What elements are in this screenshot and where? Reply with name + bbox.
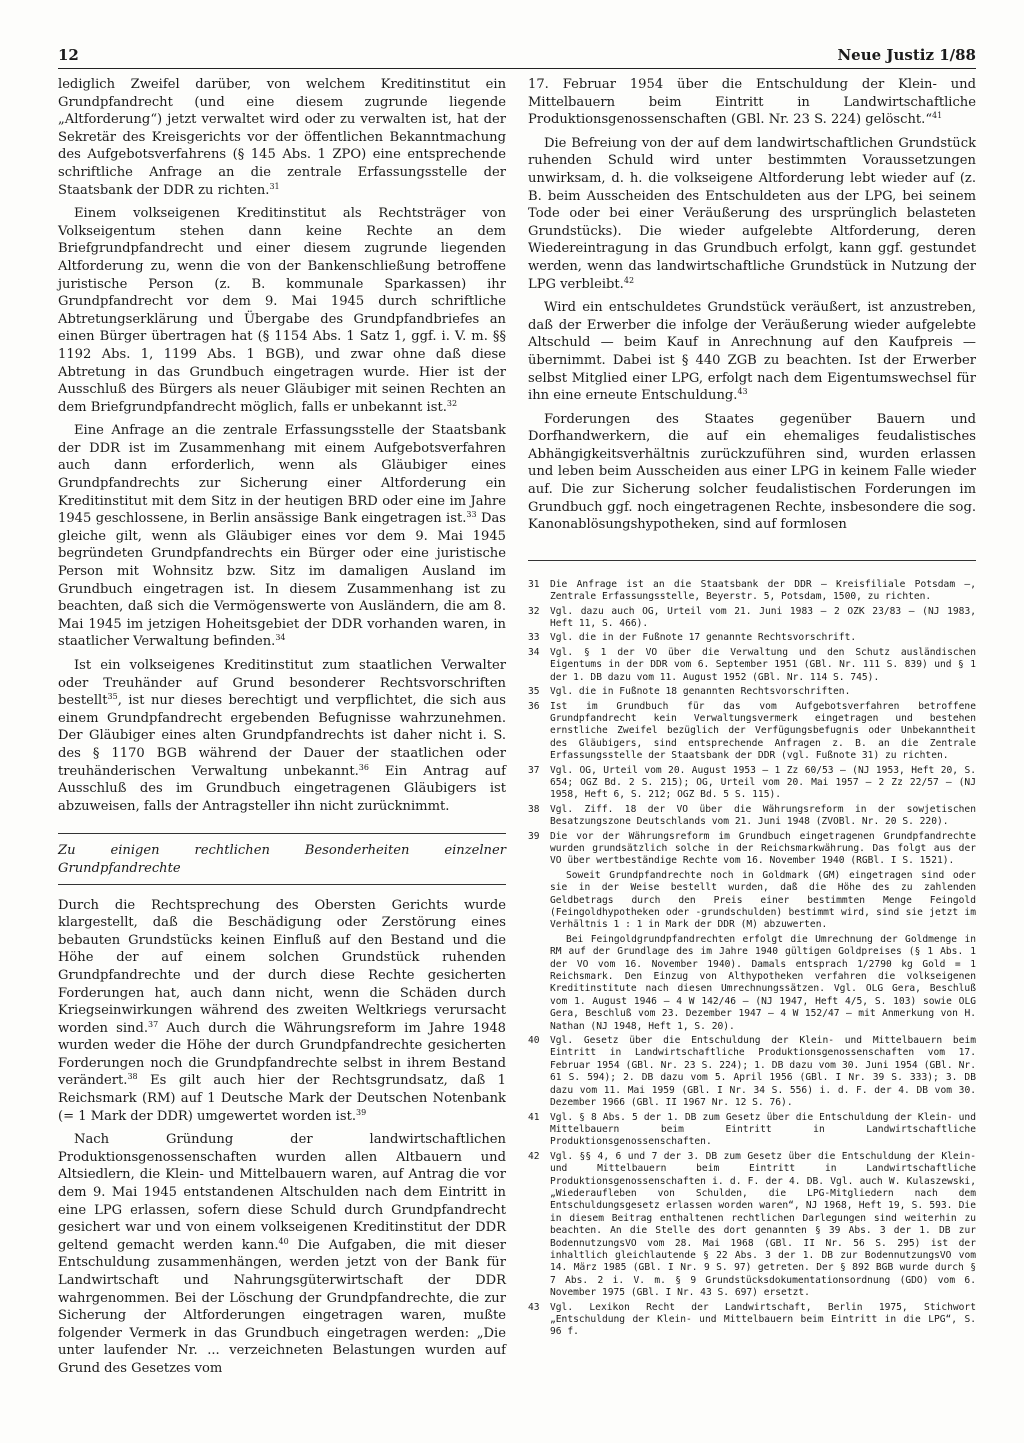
footnote-ref: 39 xyxy=(356,1107,367,1117)
footnotes xyxy=(528,579,976,1339)
heading-rule xyxy=(58,884,506,885)
footnote-ref: 32 xyxy=(446,398,458,408)
footnote: 36 Ist im Grundbuch für das vom Aufgebotsverfahren betroffene Grundpfandrecht kein Verwaltungsvermerk eingetragen und bestehen ernstliche Zweifel bezüglich der Verfügungsbefugnis oder Unbekanntheit des Gläubigers, sind entsprechende Anfragen z. B. an die Zentrale Erfassungsstelle der Staatsbank der DDR (vgl. Fußnote 31) zu richten. xyxy=(528,700,976,762)
footnote-rule xyxy=(528,560,976,561)
footnote-ref: 38 xyxy=(127,1072,138,1082)
footnote-ref: 41 xyxy=(932,111,943,121)
footnote-ref: 34 xyxy=(275,633,286,643)
footnote-ref: 36 xyxy=(358,762,369,772)
footnote: 42 Vgl. §§ 4, 6 und 7 der 3. DB zum Gesetz über die Entschuldung der Klein- und Mittelbauern beim Eintritt in Landwirtschaftliche Produktionsgenossenschaften i. d. F. der 4. DB. Vgl. auch W. Kulaszewski, „Wiederaufleben von Schulden, die LPG-Mitgliedern nach dem Entschuldungsgesetz erlassen worden waren“, NJ 1968, Heft 19, S. 593. Die in diesem Beitrag enthaltenen rechtlichen Darlegungen sind weiterhin zu beachten. An die Stelle des dort genannten § 39 Abs. 3 der 1. DB zur BodennutzungsVO vom 28. Mai 1968 (GBl. II Nr. 56 S. 295) ist der inhaltlich gleichlautende § 22 Abs. 3 der 1. DB zur BodennutzungsVO vom 14. März 1985 (GBl. I Nr. 9 S. 97) getreten. Der § 892 BGB wurde durch § 7 Abs. 2 i. V. m. § 9 Grundstücksdokumentationsordnung (GDO) vom 6. November 1975 (GBl. I Nr. 43 S. 697) ersetzt. xyxy=(528,1150,976,1299)
right-column xyxy=(528,76,976,1341)
paragraph: Ist ein volkseigenes Kreditinstitut zum staatlichen Verwalter oder Treuhänder auf Grund besonderer Rechtsvorschriften bestellt$^{35}$, ist nur dieses berechtigt und verpflichtet, die sich aus einem Grundpfandrecht ergebenden Befugnisse wahrzunehmen. Der Gläubiger eines alten Grundpfandrechts ist daher nicht i. S. des § 1170 BGB während der Dauer der staatlichen oder treuhänderischen Verwaltung unbekannt.$^{36}$ Ein Antrag auf Ausschluß des im Grundbuch eingetragenen Gläubigers ist abzuweisen, falls der Antragsteller ihn nicht zurücknimmt. xyxy=(58,658,506,814)
footnote-ref: 35 xyxy=(107,692,118,702)
footnote-continuation: Soweit Grundpfandrechte noch in Goldmark (GM) eingetragen sind oder sie in der Weise bestellt wurden, daß die Höhe des zu zahlenden Geldbetrags durch den Preis einer bestimmten Menge Feingold (Feingoldhypotheken oder -grundschulden) bestimmt wird, sind sie jetzt im Verhältnis 1 : 1 in Mark der DDR (M) abzuwerten. xyxy=(550,869,976,931)
left-column xyxy=(58,76,506,1384)
footnote: 35 Vgl. die in Fußnote 18 genannten Rechtsvorschriften. xyxy=(528,686,851,698)
footnote: 34 Vgl. § 1 der VO über die Verwaltung und den Schutz ausländischen Eigentums in der DDR vom 6. September 1951 (GBl. Nr. 111 S. 839) und § 1 der 1. DB dazu vom 11. August 1952 (GBl. Nr. 114 S. 745). xyxy=(528,646,976,683)
footnote: 43 Vgl. Lexikon Recht der Landwirtschaft, Berlin 1975, Stichwort „Entschuldung der Klein- und Mittelbauern beim Eintritt in die LPG“, S. 96 f. xyxy=(528,1301,976,1338)
footnote: 31 Die Anfrage ist an die Staatsbank der DDR – Kreisfiliale Potsdam –, Zentrale Erfassungsstelle, Beyerstr. 5, Potsdam, 1500, zu richten. xyxy=(528,578,976,603)
footnote-ref: 37 xyxy=(148,1019,159,1029)
paragraph: Forderungen des Staates gegenüber Bauern und Dorfhandwerkern, die auf ein ehemaliges feudalistisches Abhängigkeitsverhältnis zurückzuführen sind, wurden erlassen und leben beim Ausscheiden aus einer LPG in keinem Falle wieder auf. Die zur Sicherung solcher feudalistischen Forderungen im Grundbuch ggf. noch eingetragenen Rechte, insbesondere die sog. Kanonablösungshypotheken, sind auf formlosen xyxy=(528,411,976,533)
paragraph: Eine Anfrage an die zentrale Erfassungsstelle der Staatsbank der DDR ist im Zusammenhang mit einem Aufgebotsverfahren auch dann erforderlich, wenn als Gläubiger eines Grundpfandrechts zur Sicherung einer Altforderung ein Kreditinstitut mit dem Sitz in der heutigen BRD oder eine im Jahre 1945 geschlossene, in Berlin ansässige Bank eingetragen ist.$^{33}$ Das gleiche gilt, wenn als Gläubiger eines vor dem 9. Mai 1945 begründeten Grundpfandrechts ein Bürger oder eine juristische Person mit Wohnsitz bzw. Sitz im damaligen Ausland im Grundbuch eingetragen ist. In diesem Zusammenhang ist zu beachten, daß sich die Vermögenswerte von Ausländern, die am 8. Mai 1945 im jetzigen Hoheitsgebiet der DDR vorhanden waren, in staatlicher Verwaltung befinden.$^{34}$ xyxy=(58,423,506,650)
paragraph: Nach Gründung der landwirtschaftlichen Produktionsgenossenschaften wurden allen Altbauern und Altsiedlern, die Klein- und Mittelbauern waren, auf Antrag die vor dem 9. Mai 1945 entstandenen Altschulden nach dem Eintritt in eine LPG erlassen, sofern diese Schuld durch Grundpfandrecht gesichert war und von einem volkseigenen Kreditinstitut der DDR geltend gemacht werden kann.$^{40}$ Die Aufgaben, die mit dieser Entschuldung zusammenhängen, werden jetzt von der Bank für Landwirtschaft und Nahrungsgüterwirtschaft der DDR wahrgenommen. Bei der Löschung der Grundpfandrechte, die zur Sicherung der Altforderungen eingetragen waren, mußte folgender Vermerk in das Grundbuch eingetragen werden: „Die unter laufender Nr. ... verzeichneten Belastungen wurden auf Grund des Gesetzes vom xyxy=(58,1132,506,1376)
paragraph: Die Befreiung von der auf dem landwirtschaftlichen Grundstück ruhenden Schuld wird unter bestimmten Voraussetzungen unwirksam, d. h. die volkseigene Altforderung lebt wieder auf (z. B. beim Ausscheiden des Entschuldeten aus der LPG, bei seinem Tode oder bei einer Veräußerung des ursprünglich belasteten Grundstücks). Die wieder aufgelebte Altforderung, deren Wiedereintragung in das Grundbuch erfolgt, kann ggf. gestundet werden, wenn das landwirtschaftliche Grundstück in Nutzung der LPG verbleibt.$^{42}$ xyxy=(528,135,976,292)
footnote-ref: 33 xyxy=(466,510,477,520)
footnote-ref: 43 xyxy=(737,387,748,397)
footnote: 33 Vgl. die in der Fußnote 17 genannte Rechtsvorschrift. xyxy=(528,632,857,644)
page-header xyxy=(58,46,976,68)
page-number: 12 xyxy=(58,46,79,64)
paragraph: Wird ein entschuldetes Grundstück veräußert, ist anzustreben, daß der Erwerber die infolge der Veräußerung wieder aufgelebte Altschuld — beim Kauf in Anrechnung auf den Kaufpreis — übernimmt. Dabei ist § 440 ZGB zu beachten. Ist der Erwerber selbst Mitglied einer LPG, erfolgt nach dem Eigentumswechsel für ihn eine erneute Entschuldung.$^{43}$ xyxy=(528,300,976,404)
footnote: 32 Vgl. dazu auch OG, Urteil vom 21. Juni 1983 – 2 OZK 23/83 – (NJ 1983, Heft 11, S. 466). xyxy=(528,605,976,630)
section-heading: Zu einigen rechtlichen Besonderheiten einzelner Grundpfandrechte xyxy=(58,843,506,876)
footnote: 38 Vgl. Ziff. 18 der VO über die Währungsreform in der sowjetischen Besatzungszone Deutschlands vom 21. Juni 1948 (ZVOBl. Nr. 20 S. 220). xyxy=(528,803,976,828)
paragraph: 17. Februar 1954 über die Entschuldung der Klein- und Mittelbauern beim Eintritt in Landwirtschaftliche Produktionsgenossenschaften (GBl. Nr. 23 S. 224) gelöscht.“$^{41}$ xyxy=(528,77,976,128)
paragraph: lediglich Zweifel darüber, von welchem Kreditinstitut ein Grundpfandrecht (und eine diesem zugrunde liegende „Altforderung“) jetzt verwaltet wird oder zu verwalten ist, hat der Sekretär des Kreisgerichts vor der öffentlichen Bekanntmachung des Aufgebotsverfahrens (§ 145 Abs. 1 ZPO) eine entsprechende schriftliche Anfrage an die zentrale Erfassungsstelle der Staatsbank der DDR zu richten.$^{31}$ xyxy=(58,77,506,198)
footnote-continuation: Bei Feingoldgrundpfandrechten erfolgt die Umrechnung der Goldmenge in RM auf der Grundlage des im Jahre 1940 gültigen Goldpreises (§ 1 Abs. 1 der VO vom 16. November 1940). Damals entsprach 1/2790 kg Gold = 1 Reichsmark. Den Einzug von Althypotheken verfahren die volkseigenen Kreditinstitute nach diesen Umrechnungssätzen. Vgl. OLG Gera, Beschluß vom 1. August 1946 – 4 W 142/46 – (NJ 1947, Heft 4/5, S. 103) sowie OLG Gera, Beschluß vom 23. Dezember 1947 – 4 W 152/47 – mit Anmerkung von H. Nathan (NJ 1948, Heft 1, S. 20). xyxy=(550,933,976,1032)
footnote: 39 Die vor der Währungsreform im Grundbuch eingetragenen Grundpfandrechte wurden grundsätzlich solche in der Reichsmarkwährung. Das folgt aus der VO über wertbeständige Rechte vom 16. November 1940 (RGBl. I S. 1521). xyxy=(528,830,976,867)
paragraph: Einem volkseigenen Kreditinstitut als Rechtsträger von Volkseigentum stehen dann keine Rechte an dem Briefgrundpfandrecht und einer diesem zugrunde liegenden Altforderung zu, wenn die von der Bankenschließung betroffene juristische Person (z. B. kommunale Sparkassen) ihr Grundpfandrecht vor dem 9. Mai 1945 durch schriftliche Abtretungserklärung und Übergabe des Grundpfandbriefes an einen Bürger übertragen hat (§ 1154 Abs. 1 Satz 1, ggf. i. V. m. §§ 1192 Abs. 1, 1199 Abs. 1 BGB), und zwar ohne daß diese Abtretung in das Grundbuch eingetragen wurde. Hier ist der Ausschluß des Bürgers als neuer Gläubiger mit seinen Rechten an dem Briefgrundpfandrecht möglich, falls er unbekannt ist.$^{32}$ xyxy=(58,206,506,415)
paragraph: Durch die Rechtsprechung des Obersten Gerichts wurde klargestellt, daß die Beschädigung oder Zerstörung eines bebauten Grundstücks keinen Einfluß auf den Bestand und die Höhe der auf einem solchen Grundstück ruhenden Grundpfandrechte und der durch diese Rechte gesicherten Forderungen hat, auch dann nicht, wenn die Schäden durch Kriegseinwirkungen während des zweiten Weltkriegs verursacht worden sind.$^{37}$ Auch durch die Währungsreform im Jahre 1948 wurden weder die Höhe der durch Grundpfandrechte gesicherten Forderungen noch die Grundpfandrechte selbst in ihrem Bestand verändert.$^{38}$ Es gilt auch hier der Rechtsgrundsatz, daß 1 Reichsmark (RM) auf 1 Deutsche Mark der Deutschen Notenbank (= 1 Mark der DDR) umgewertet worden ist.$^{39}$ xyxy=(58,897,506,1124)
header-rule xyxy=(58,68,976,69)
section-divider xyxy=(58,833,506,834)
footnote: 37 Vgl. OG, Urteil vom 20. August 1953 – 1 Zz 60/53 – (NJ 1953, Heft 20, S. 654; OGZ Bd. 2 S. 215); OG, Urteil vom 20. Mai 1957 – 2 Zz 22/57 – (NJ 1958, Heft 6, S. 212; OGZ Bd. 5 S. 115). xyxy=(528,764,976,801)
footnote-ref: 31 xyxy=(269,181,280,191)
footnote-ref: 42 xyxy=(623,275,635,285)
footnote-ref: 40 xyxy=(278,1236,289,1246)
footnote: 40 Vgl. Gesetz über die Entschuldung der Klein- und Mittelbauern beim Eintritt in Landwirtschaftliche Produktionsgenossenschaften vom 17. Februar 1954 (GBl. Nr. 23 S. 224); 1. DB dazu vom 30. Juni 1954 (GBl. Nr. 61 S. 594); 2. DB dazu vom 5. April 1956 (GBl. I Nr. 39 S. 333); 3. DB dazu vom 11. Mai 1959 (GBl. I Nr. 34 S. 556) i. d. F. der 4. DB vom 30. Dezember 1966 (GBl. II 1967 Nr. 12 S. 76). xyxy=(528,1035,976,1109)
journal-title: Neue Justiz 1/88 xyxy=(837,46,976,64)
footnote: 41 Vgl. § 8 Abs. 5 der 1. DB zum Gesetz über die Entschuldung der Klein- und Mittelbauern beim Eintritt in Landwirtschaftliche Produktionsgenossenschaften. xyxy=(528,1111,976,1148)
